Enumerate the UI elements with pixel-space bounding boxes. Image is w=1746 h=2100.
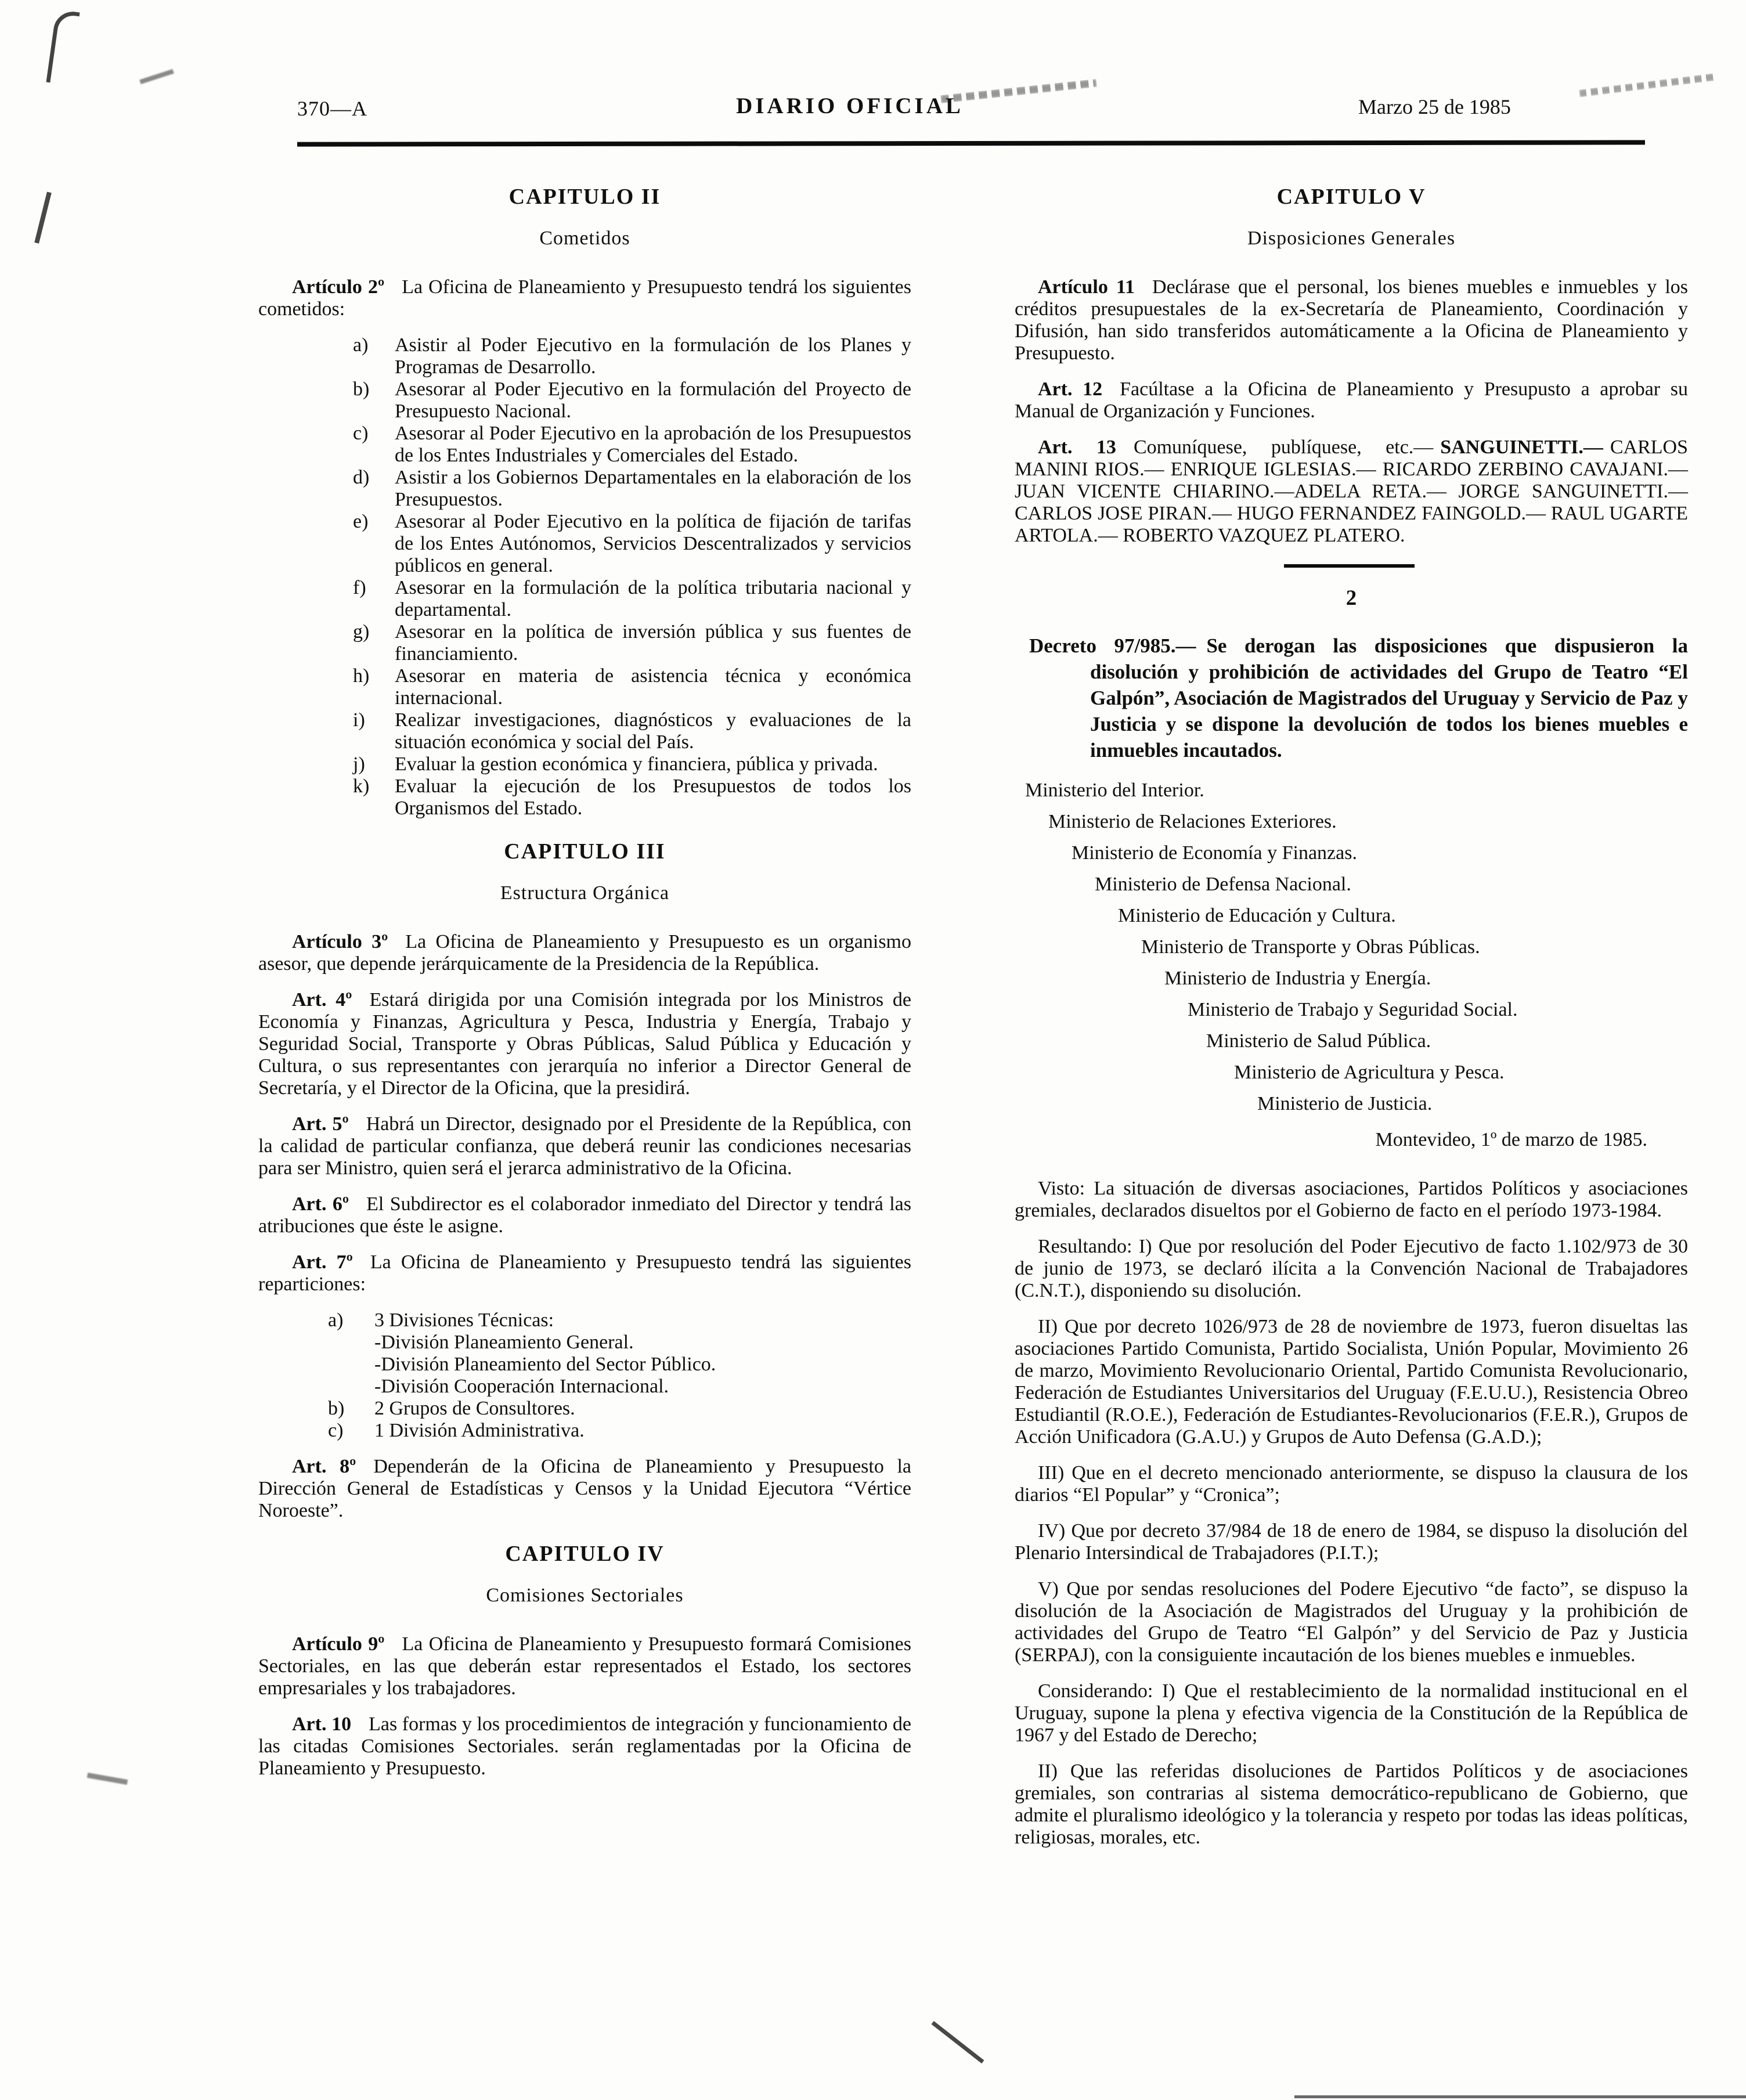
decreto-summary: Se derogan las disposiciones que dispusieron la disolución y prohibición de actividades del Grupo de Teatro “El Galpón”, Asociación de Magistrados del Uruguay y Servicio de Paz y Justicia y se dispone la devolución de todos los bienes muebles e inmuebles incautados. xyxy=(1090,634,1689,762)
list-item-text: Asesorar en la formulación de la política tributaria nacional y departamental. xyxy=(395,577,911,620)
article-label: Art. 12 xyxy=(1038,378,1103,400)
chapter-4-subheading: Comisiones Sectoriales xyxy=(486,1585,684,1606)
scan-artifact xyxy=(46,9,80,85)
recital-paragraph: III) Que en el decreto mencionado anteriormente, se dispuso la clausura de los diarios “El Popular” y “Cronica”; xyxy=(1015,1462,1688,1506)
ministry-item: Ministerio de Industria y Energía. xyxy=(1164,968,1431,989)
list-item-label: d) xyxy=(353,467,370,488)
ministry-item: Ministerio de Educación y Cultura. xyxy=(1118,905,1396,926)
ministry-item: Ministerio de Transporte y Obras Públicas. xyxy=(1141,936,1480,958)
list-item-text: Asesorar al Poder Ejecutivo en la política de fijación de tarifas de los Entes Autónomos, Servicios Descentralizados y servicios públicos en general. xyxy=(395,511,911,576)
section-divider xyxy=(1284,564,1415,568)
article-paragraph xyxy=(258,1193,911,1237)
section-number: 2 xyxy=(1345,586,1357,610)
ministry-item: Ministerio de Economía y Finanzas. xyxy=(1072,842,1357,864)
article-8-paragraph xyxy=(258,1456,911,1522)
chapter-3-heading: CAPITULO III xyxy=(504,839,666,864)
list-item-text: Realizar investigaciones, diagnósticos y evaluaciones de la situación económica y social del País. xyxy=(395,709,911,753)
scan-artifact xyxy=(932,2021,984,2063)
page-number: 370—A xyxy=(297,97,367,120)
list-item xyxy=(328,1354,911,1376)
list-item-text: Asistir a los Gobiernos Departamentales en la elaboración de los Presupuestos. xyxy=(395,467,911,510)
article-13-lead: Comuníquese, publíquese, etc.— xyxy=(1133,436,1434,458)
recitals xyxy=(1015,1178,1688,1849)
list-item-label: e) xyxy=(353,511,369,532)
chapter-2-heading: CAPITULO II xyxy=(508,185,661,209)
article-paragraph xyxy=(1015,276,1688,365)
article-paragraph xyxy=(258,1113,911,1179)
article-label: Artículo 9º xyxy=(292,1633,385,1655)
article-text: La Oficina de Planeamiento y Presupuesto tendrá las siguientes reparticiones: xyxy=(258,1251,911,1295)
list-item xyxy=(353,423,911,467)
scan-artifact xyxy=(34,192,52,243)
article-text: La Oficina de Planeamiento y Presupuesto formará Comisiones Sectoriales, en las que deberán estar representados el Estado, los sectores empresariales y los trabajadores. xyxy=(258,1633,911,1699)
left-column xyxy=(258,174,911,1794)
article-paragraph xyxy=(258,1713,911,1780)
recital-paragraph: II) Que por decreto 1026/973 de 28 de noviembre de 1973, fueron disueltas las asociaciones Partido Comunista, Partido Socialista, Unión Popular, Movimiento 26 de marzo, Movimiento Revolucionario Oriental, Partido Comunista Revolucionario, Federación de Estudiantes Universitarios del Uruguay (F.E.U.U.), Resistencia Obreo Estudiantil (R.O.E.), Federación de Estudiantes-Revolucionarios (F.E.R.), Grupos de Acción Unificadora (G.A.U.) y Grupos de Auto Defensa (G.A.D.); xyxy=(1015,1316,1688,1448)
article-text: Habrá un Director, designado por el Presidente de la República, con la calidad de particular confianza, que deberá reunir las condiciones necesarias para ser Ministro, quien será el jerarca administrativo de la Oficina. xyxy=(258,1113,911,1179)
list-item-text: -División Cooperación Internacional. xyxy=(374,1376,669,1397)
article-text: La Oficina de Planeamiento y Presupuesto es un organismo asesor, que depende jerárquicamente de la Presidencia de la República. xyxy=(258,931,911,975)
list-item-text: -División Planeamiento del Sector Público. xyxy=(374,1354,716,1375)
recital-paragraph: V) Que por sendas resoluciones del Podere Ejecutivo “de facto”, se dispuso la disolución de la Asociación de Magistrados del Uruguay y la prohibición de actividades del Grupo de Teatro “El Galpón” y del Servicio de Paz y Justicia (SERPAJ), con la consiguiente incautación de los bienes muebles e inmuebles. xyxy=(1015,1578,1688,1666)
scan-artifact xyxy=(87,1773,128,1785)
issue-date: Marzo 25 de 1985 xyxy=(1358,95,1511,118)
list-item-text: Evaluar la ejecución de los Presupuestos de todos los Organismos del Estado. xyxy=(395,775,911,819)
list-item-text: Asesorar al Poder Ejecutivo en la formulación del Proyecto de Presupuesto Nacional. xyxy=(395,378,911,422)
ministry-item: Ministerio de Agricultura y Pesca. xyxy=(1234,1062,1505,1083)
article-13-paragraph xyxy=(1015,436,1688,547)
recital-paragraph: IV) Que por decreto 37/984 de 18 de enero de 1984, se dispuso la disolución del Plenario Intersindical de Trabajadores (P.I.T.); xyxy=(1015,1520,1688,1564)
ministry-item: Ministerio de Salud Pública. xyxy=(1206,1030,1431,1052)
list-item-label: a) xyxy=(328,1309,344,1331)
list-item-text: 2 Grupos de Consultores. xyxy=(374,1398,575,1419)
masthead-title: DIARIO OFICIAL xyxy=(736,93,964,118)
article-label: Art. 6º xyxy=(292,1193,349,1215)
list-item-text: Asesorar al Poder Ejecutivo en la aprobación de los Presupuestos de los Entes Industriales y Comerciales del Estado. xyxy=(395,423,911,466)
article-13-label: Art. 13 xyxy=(1038,436,1116,458)
article-paragraph xyxy=(258,1633,911,1700)
article-2-paragraph xyxy=(258,276,911,320)
article-label: Art. 4º xyxy=(292,989,352,1011)
list-item xyxy=(328,1420,911,1442)
article-paragraph xyxy=(1015,378,1688,423)
recital-paragraph: Considerando: I) Que el restablecimiento de la normalidad institucional en el Uruguay, supone la plena y efectiva vigencia de la Constitución de la República de 1967 y del Estado de Derecho; xyxy=(1015,1680,1688,1746)
article-8-text: Dependerán de la Oficina de Planeamiento y Presupuesto la Dirección General de Estadísticas y Censos y la Unidad Ejecutora “Vértice Noroeste”. xyxy=(258,1456,911,1521)
list-item-text: 3 Divisiones Técnicas: xyxy=(374,1309,554,1331)
list-item xyxy=(353,577,911,621)
right-column xyxy=(1015,174,1688,1863)
ministries-list xyxy=(1015,780,1688,1115)
article-paragraph xyxy=(258,989,911,1099)
decreto-number: Decreto 97/985.— xyxy=(1029,634,1196,657)
list-item xyxy=(353,378,911,423)
chapter-5-heading: CAPITULO V xyxy=(1276,185,1426,209)
signature-sanguinetti: SANGUINETTI.— xyxy=(1440,436,1603,458)
chapter-3-subheading: Estructura Orgánica xyxy=(500,882,670,904)
list-item xyxy=(328,1376,911,1398)
ministry-item: Ministerio de Defensa Nacional. xyxy=(1095,874,1351,895)
list-item-label: j) xyxy=(353,753,365,775)
list-item xyxy=(328,1309,911,1332)
list-item-label: i) xyxy=(353,709,365,731)
list-item-label: h) xyxy=(353,665,370,687)
decreto-headnote xyxy=(1015,633,1688,763)
list-item xyxy=(353,665,911,709)
list-item-text: Asistir al Poder Ejecutivo en la formulación de los Planes y Programas de Desarrollo. xyxy=(395,334,911,378)
chapter-5-subheading: Disposiciones Generales xyxy=(1247,228,1456,249)
article-text: Facúltase a la Oficina de Planeamiento y Presupusto a aprobar su Manual de Organización y Funciones. xyxy=(1015,378,1688,422)
recital-paragraph: Visto: La situación de diversas asociaciones, Partidos Políticos y asociaciones gremiales, declarados disueltos por el Gobierno de facto en el período 1973-1984. xyxy=(1015,1178,1688,1221)
recital-paragraph: Resultando: I) Que por resolución del Poder Ejecutivo de facto 1.102/973 de 30 de junio de 1973, se declaró ilícita a la Convención Nacional de Trabajadores (C.N.T.), disponiendo su disolución. xyxy=(1015,1236,1688,1301)
dateline: Montevideo, 1º de marzo de 1985. xyxy=(1375,1129,1647,1150)
cometidos-list xyxy=(353,334,911,820)
list-item xyxy=(328,1332,911,1354)
article-text: Declárase que el personal, los bienes muebles e inmuebles y los créditos presupuestales de la ex-Secretaría de Planeamiento, Coordinación y Difusión, han sido transferidos automáticamente a la Oficina de Planeamiento y Presupuesto. xyxy=(1015,276,1688,364)
article-8-label: Art. 8º xyxy=(292,1456,356,1477)
article-text: El Subdirector es el colaborador inmediato del Director y tendrá las atribuciones que éste le asigne. xyxy=(258,1193,911,1237)
list-item-text: Evaluar la gestion económica y financiera, pública y privada. xyxy=(395,753,878,775)
list-item-text: -División Planeamiento General. xyxy=(374,1332,634,1353)
list-item-label: f) xyxy=(353,577,366,598)
list-item xyxy=(353,621,911,665)
header-rule xyxy=(297,140,1645,146)
list-item-label: g) xyxy=(353,621,370,643)
signature-list: CARLOS MANINI RIOS.— ENRIQUE IGLESIAS.— RICARDO ZERBINO CAVAJANI.— JUAN VICENTE CHIARINO.—ADELA RETA.— JORGE SANGUINETTI.— CARLOS JOSE PIRAN.— HUGO FERNANDEZ FAINGOLD.— RAUL UGARTE ARTOLA.— ROBERTO VAZQUEZ PLATERO. xyxy=(1015,436,1689,546)
article-2-text: La Oficina de Planeamiento y Presupuesto tendrá los siguientes cometidos: xyxy=(258,276,911,320)
recital-paragraph: II) Que las referidas disoluciones de Partidos Políticos y de asociaciones gremiales, son contrarias al sistema democrático-republicano de Gobierno, que admite el pluralismo ideológico y la tolerancia y respeto por todas las ideas políticas, religiosas, morales, etc. xyxy=(1015,1760,1688,1848)
ministry-item: Ministerio de Justicia. xyxy=(1257,1093,1433,1114)
articles-3-to-7 xyxy=(258,931,911,1296)
articles-9-10 xyxy=(258,1633,911,1780)
list-item xyxy=(353,467,911,511)
chapter-2-subheading: Cometidos xyxy=(539,228,630,249)
ministry-item: Ministerio de Relaciones Exteriores. xyxy=(1048,811,1337,832)
ministry-item: Ministerio de Trabajo y Seguridad Social. xyxy=(1188,999,1518,1020)
article-label: Art. 10 xyxy=(292,1713,352,1735)
chapter-4-heading: CAPITULO IV xyxy=(505,1542,665,1566)
article-label: Artículo 3º xyxy=(292,931,388,952)
list-item xyxy=(353,753,911,775)
list-item xyxy=(353,511,911,577)
list-item-label: b) xyxy=(353,378,370,400)
article-2-label: Artículo 2º xyxy=(292,276,385,298)
article-text: Estará dirigida por una Comisión integrada por los Ministros de Economía y Finanzas, Agricultura y Pesca, Industria y Energía, Trabajo y Seguridad Social, Transporte y Obras Públicas, Salud Pública y Educación y Cultura, o sus representantes con jerarquía no inferior a Director General de Secretaría, y el Director de la Oficina, que la presidirá. xyxy=(258,989,911,1099)
list-item xyxy=(353,334,911,378)
list-item-label: c) xyxy=(353,423,369,444)
list-item-text: Asesorar en materia de asistencia técnica y económica internacional. xyxy=(395,665,911,709)
list-item-label: a) xyxy=(353,334,369,356)
article-label: Artículo 11 xyxy=(1038,276,1135,298)
article-label: Art. 5º xyxy=(292,1113,349,1135)
list-item xyxy=(353,775,911,820)
reparticiones-list xyxy=(328,1309,911,1442)
ministry-item: Ministerio del Interior. xyxy=(1025,780,1204,801)
scan-artifact xyxy=(139,69,174,84)
scan-artifact xyxy=(1294,2095,1746,2098)
list-item xyxy=(353,709,911,753)
article-text: Las formas y los procedimientos de integración y funcionamiento de las citadas Comisiones Sectoriales. serán reglamentadas por la Oficina de Planeamiento y Presupuesto. xyxy=(258,1713,911,1779)
list-item-label: k) xyxy=(353,775,370,797)
article-label: Art. 7º xyxy=(292,1251,353,1273)
article-paragraph xyxy=(258,931,911,975)
list-item xyxy=(328,1398,911,1420)
article-paragraph xyxy=(258,1251,911,1296)
list-item-label: c) xyxy=(328,1420,344,1441)
list-item-label: b) xyxy=(328,1398,345,1419)
articles-11-12 xyxy=(1015,276,1688,423)
list-item-text: 1 División Administrativa. xyxy=(374,1420,585,1441)
list-item-text: Asesorar en la política de inversión pública y sus fuentes de financiamiento. xyxy=(395,621,911,665)
